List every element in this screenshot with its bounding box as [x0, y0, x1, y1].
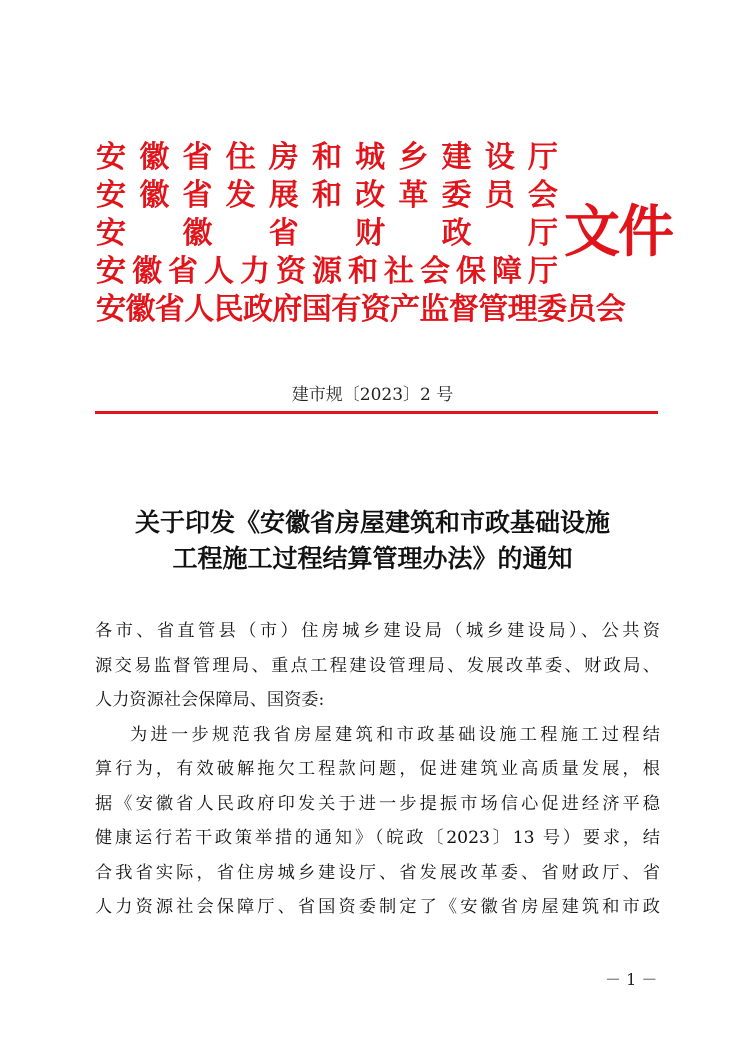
- paragraph-line: 据《安徽省人民政府印发关于进一步提振市场信心促进经济平稳: [95, 793, 660, 814]
- notice-title-line-2: 工程施工过程结算管理办法》的通知: [172, 544, 573, 573]
- notice-body: [95, 614, 660, 925]
- agency-finance-department: 安 徽 省 财 政 厅: [96, 216, 558, 251]
- notice-title: [0, 505, 745, 577]
- page-number: － 1 －: [605, 970, 658, 989]
- notice-title-line-1: 关于印发《安徽省房屋建筑和市政基础设施: [134, 508, 610, 537]
- agency-state-assets-commission: 安徽省人民政府国有资产监督管理委员会: [96, 292, 626, 327]
- paragraph-line: 算行为，有效破解拖欠工程款问题，促进建筑业高质量发展，根: [95, 759, 660, 779]
- agency-human-resources-department: 安 徽 省 人 力 资 源 和 社 会 保 障 厅: [96, 254, 558, 289]
- paragraph-line: 为进一步规范我省房屋建筑和市政基础设施工程施工过程结: [130, 724, 660, 745]
- paragraph-line: 合我省实际，省住房城乡建设厅、省发展改革委、省财政厅、省: [95, 862, 660, 883]
- paragraph-line: 人力资源社会保障厅、省国资委制定了《安徽省房屋建筑和市政: [95, 897, 660, 917]
- document-suffix-wenjian: 文件: [564, 200, 672, 265]
- issuing-agencies-header: [96, 140, 672, 335]
- paragraph-line: 健康运行若干政策举措的通知》（皖政〔2023〕13 号）要求，结: [95, 828, 660, 848]
- addressee-line: 人力资源社会保障局、国资委:: [95, 690, 325, 710]
- addressee-line: 源交易监督管理局、重点工程建设管理局、发展改革委、财政局、: [95, 655, 660, 676]
- document-number: 建市规〔2023〕2 号: [291, 385, 454, 405]
- red-divider-line: [95, 411, 658, 414]
- agency-housing-construction-department: 安 徽 省 住 房 和 城 乡 建 设 厅: [96, 140, 558, 175]
- agency-development-reform-commission: 安 徽 省 发 展 和 改 革 委 员 会: [96, 178, 558, 213]
- addressee-line: 各市、省直管县（市）住房城乡建设局（城乡建设局）、公共资: [95, 621, 660, 641]
